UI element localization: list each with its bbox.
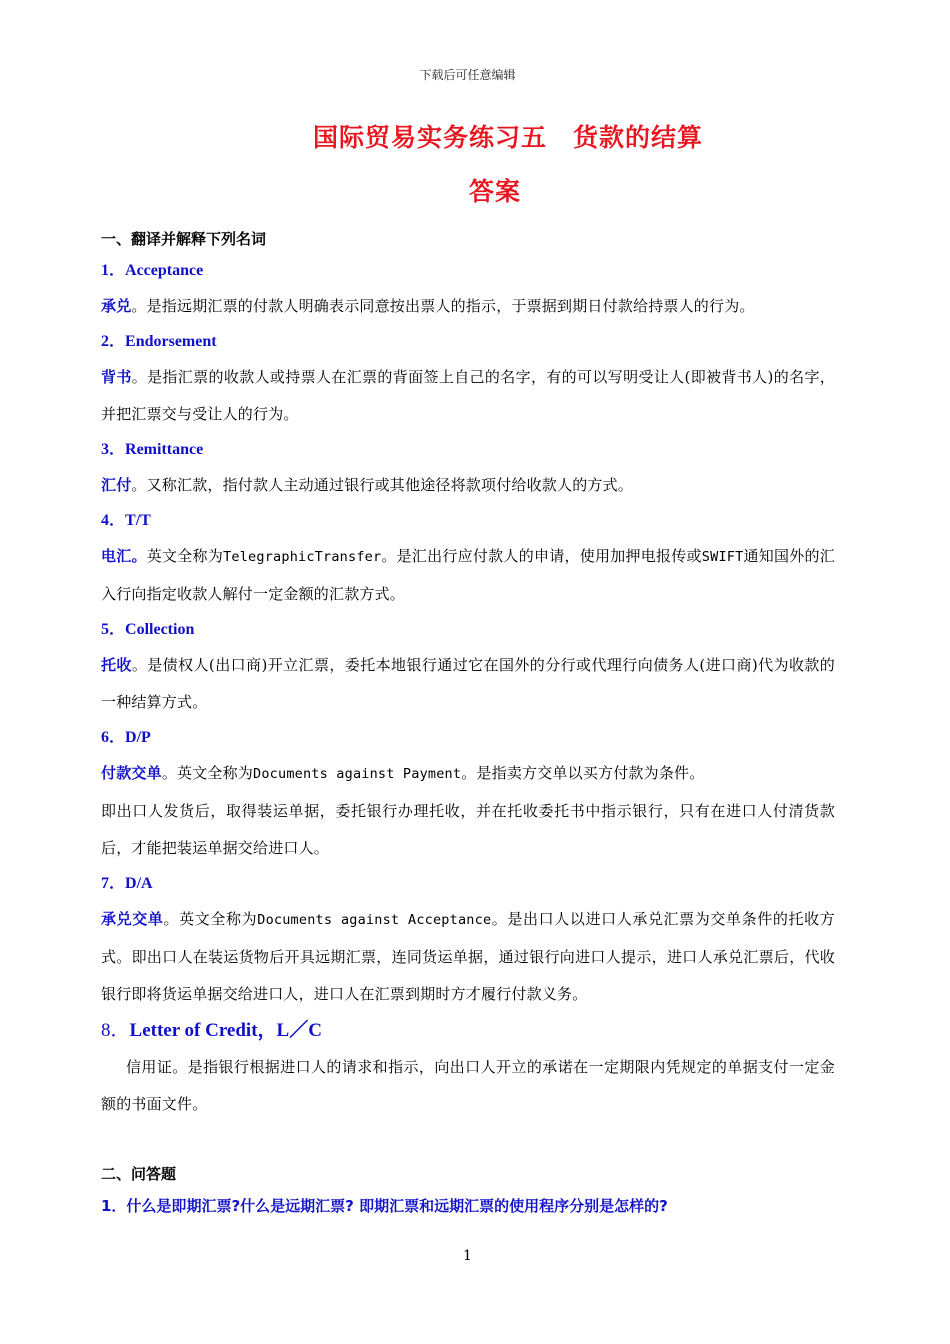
document-body [101,224,835,1223]
definition-6: 付款交单。英文全称为Documents against Payment。是指卖方交单以买方付款为条件。 [101,764,705,782]
header-note: 下载后可任意编辑 [419,68,516,82]
section-1-heading: 一、翻译并解释下列名词 [101,230,267,248]
page-number: 1 [463,1248,472,1264]
term-4: 4．T/T [101,512,151,529]
section-2-heading: 二、问答题 [101,1165,177,1183]
term-5: 5．Collection [101,621,195,638]
term-2: 2．Endorsement [101,333,217,350]
definition-2: 背书。是指汇票的收款人或持票人在汇票的背面签上自己的名字，有的可以写明受让人(即被背书人)的名字，并把汇票交与受让人的行为。 [101,368,836,423]
definition-4: 电汇。英文全称为TelegraphicTransfer。是汇出行应付款人的申请，使用加押电报传或SWIFT通知国外的汇入行向指定收款人解付一定金额的汇款方式。 [101,547,835,603]
definition-1: 承兑。是指远期汇票的付款人明确表示同意按出票人的指示，于票据到期日付款给持票人的行为。 [101,297,755,315]
definition-6-detail: 即出口人发货后，取得装运单据，委托银行办理托收，并在托收委托书中指示银行，只有在进口人付清货款后，才能把装运单据交给进口人。 [101,802,835,857]
document-title: 国际贸易实务练习五 货款的结算 [312,123,703,152]
term-3: 3．Remittance [101,441,204,458]
term-6: 6．D/P [101,729,151,746]
definition-8: 信用证。是指银行根据进口人的请求和指示，向出口人开立的承诺在一定期限内凭规定的单据支付一定金额的书面文件。 [101,1058,835,1113]
term-1: 1．Acceptance [101,262,204,279]
definition-7: 承兑交单。英文全称为Documents against Acceptance。是出口人以进口人承兑汇票为交单条件的托收方式。即出口人在装运货物后开具远期汇票，连同货运单据，通过银行向进口人提示，进口人承兑汇票后，代收银行即将货运单据交给进口人，进口人在汇票到期时方才履行付款义务。 [101,910,835,1003]
definition-3: 汇付。又称汇款，指付款人主动通过银行或其他途径将款项付给收款人的方式。 [101,476,634,494]
question-1: 1．什么是即期汇票?什么是远期汇票? 即期汇票和远期汇票的使用程序分别是怎样的? [101,1197,668,1215]
definition-5: 托收。是债权人(出口商)开立汇票，委托本地银行通过它在国外的分行或代理行向债务人(进口商)代为收款的一种结算方式。 [101,656,836,711]
term-8: 8．Letter of Credit，L／C [101,1020,322,1041]
document-subtitle: 答案 [468,177,521,206]
term-7: 7．D/A [101,875,153,892]
